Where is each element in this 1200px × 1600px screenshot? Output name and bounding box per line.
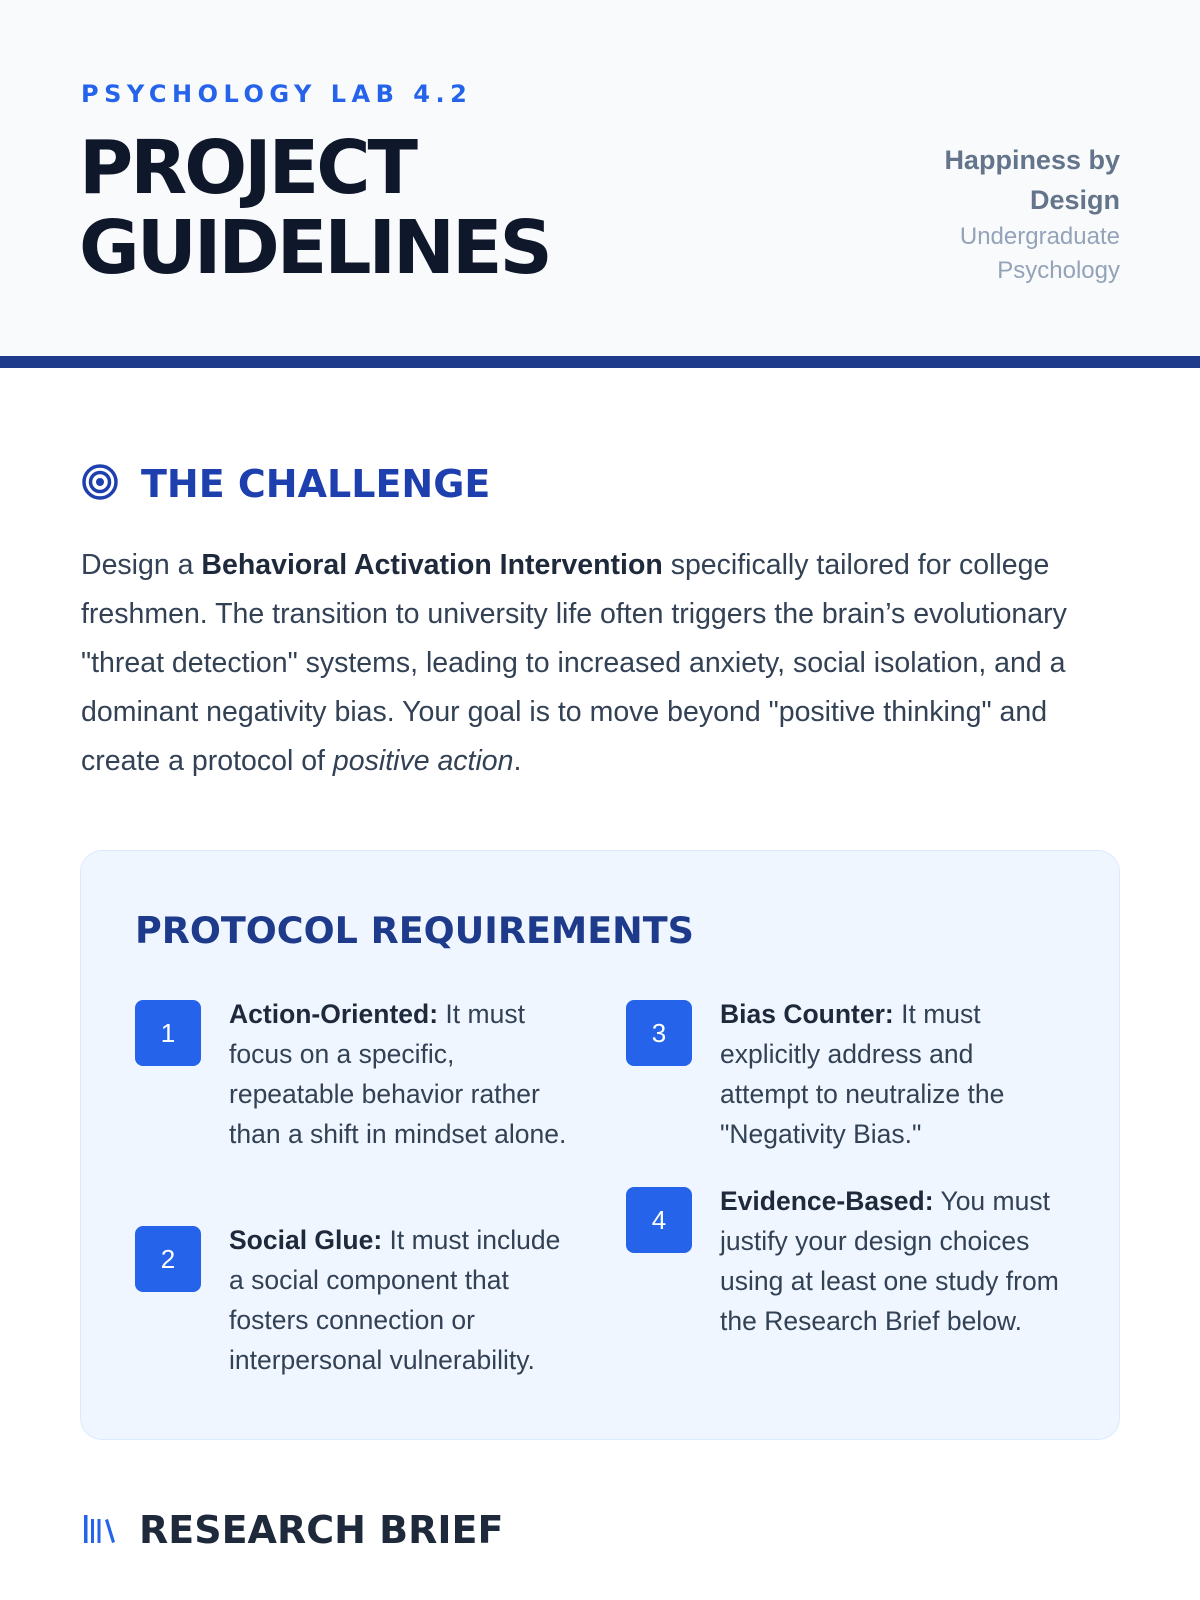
requirement-text [720,1181,1068,1341]
requirement-description: It must include a social component that fosters connection or interpersonal vulnerability. [229,1225,561,1375]
challenge-title: THE CHALLENGE [141,462,491,506]
requirement-text [720,994,1068,1154]
target-icon [81,463,119,506]
challenge-text-bold: Behavioral Activation Intervention [201,549,663,581]
course-name-line-2: Design [1029,185,1120,215]
requirement-item [135,1226,577,1380]
course-info [944,140,1120,288]
research-title: RESEARCH BRIEF [139,1508,504,1552]
requirement-number-badge: 4 [626,1187,692,1253]
page-title-line-2: GUIDELINES [79,205,550,291]
research-heading [81,1508,503,1552]
challenge-text-italic: positive action [332,745,514,777]
requirement-number-badge: 1 [135,1000,201,1066]
requirement-title: Action-Oriented: [229,999,439,1029]
requirement-text [229,994,577,1154]
course-name [944,140,1120,220]
challenge-text-intro: Design a [81,549,202,581]
course-level [944,220,1120,288]
requirement-description: It must focus on a specific, repeatable behavior rather than a shift in mindset alone. [229,999,567,1149]
requirement-number-badge: 3 [626,1000,692,1066]
requirements-panel [80,850,1120,1440]
requirement-title: Evidence-Based: [720,1186,934,1216]
requirement-description: You must justify your design choices using at least one study from the Research Brief below. [720,1186,1059,1336]
challenge-text-end: . [513,745,522,777]
requirement-item [626,1187,1068,1341]
requirement-number-badge: 2 [135,1226,201,1292]
lab-label: PSYCHOLOGY LAB 4.2 [81,80,473,108]
requirement-title: Bias Counter: [720,999,894,1029]
challenge-description [81,541,1121,786]
challenge-heading [81,462,490,506]
requirement-item [626,1000,1068,1154]
requirement-description: It must explicitly address and attempt to neutralize the "Negativity Bias." [720,999,1005,1149]
requirement-item [135,1000,577,1154]
challenge-text-body: specifically tailored for college freshmen. The transition to university life often triggers the brain’s evolutionary "threat detection" systems, leading to increased anxiety, social isolation, and a dominant negativity bias. Your goal is to move beyond "positive thinking" and create a protocol of [81,549,1067,777]
page-title [79,125,550,291]
requirements-title: PROTOCOL REQUIREMENTS [135,909,694,952]
course-name-line-1: Happiness by [944,145,1120,175]
books-icon [81,1511,117,1550]
requirement-title: Social Glue: [229,1225,383,1255]
course-level-line-2: Psychology [997,257,1120,284]
page-title-line-1: PROJECT [79,125,415,211]
requirement-text [229,1220,577,1380]
page-header [0,0,1200,368]
course-level-line-1: Undergraduate [959,223,1120,250]
